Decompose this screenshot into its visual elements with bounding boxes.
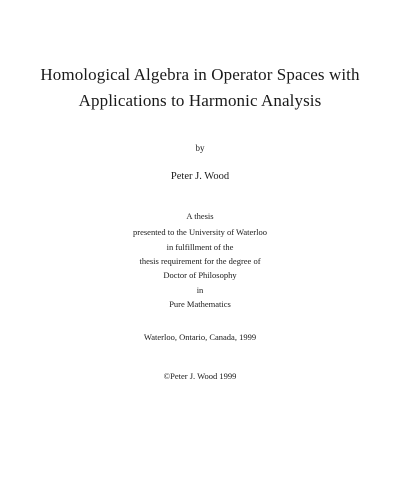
thesis-description-line: thesis requirement for the degree of xyxy=(139,256,261,266)
field-of-study: Pure Mathematics xyxy=(169,299,231,309)
thesis-description-line: A thesis xyxy=(186,211,214,221)
thesis-description-line: in fulfillment of the xyxy=(166,242,234,252)
author-name: Peter J. Wood xyxy=(170,171,230,182)
degree-name: Doctor of Philosophy xyxy=(163,270,237,280)
thesis-title-line-2: Applications to Harmonic Analysis xyxy=(78,91,322,110)
copyright-notice: ©Peter J. Wood 1999 xyxy=(163,371,237,381)
place-and-date: Waterloo, Ontario, Canada, 1999 xyxy=(143,332,257,342)
thesis-description-line: in xyxy=(196,285,204,295)
thesis-title-line-1: Homological Algebra in Operator Spaces with xyxy=(40,65,360,84)
thesis-description-line: presented to the University of Waterloo xyxy=(133,227,267,237)
by-label: by xyxy=(195,143,205,153)
